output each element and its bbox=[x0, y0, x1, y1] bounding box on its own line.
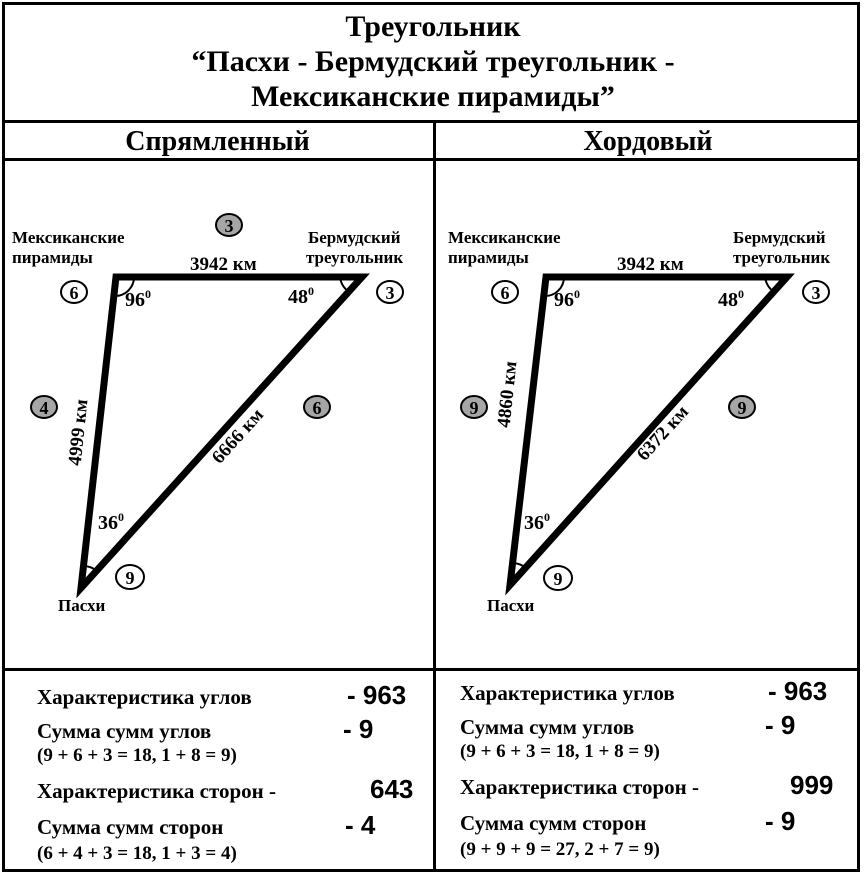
title-line-3: Мексиканские пирамиды” bbox=[251, 80, 615, 113]
label-bermuda-2: треугольник bbox=[306, 248, 404, 267]
svg-text:6: 6 bbox=[500, 283, 510, 303]
badge-bermuda bbox=[803, 281, 829, 303]
angle-mexican-value: 96 bbox=[554, 289, 574, 311]
angle-easter bbox=[98, 510, 124, 534]
svg-text:9: 9 bbox=[553, 569, 563, 589]
degree-mark: 0 bbox=[308, 284, 314, 298]
angle-mexican bbox=[554, 287, 580, 311]
degree-mark: 0 bbox=[544, 510, 550, 524]
side-top: 3942 км bbox=[190, 254, 257, 275]
label-bermuda-2: треугольник bbox=[733, 248, 831, 267]
side-diagonal: 6666 км bbox=[207, 404, 269, 469]
badge-left-side bbox=[31, 396, 57, 418]
angle-bermuda-value: 48 bbox=[288, 286, 308, 308]
column-heading-straightened: Спрямленный bbox=[125, 126, 310, 157]
triangle-outline bbox=[510, 277, 787, 585]
svg-text:3: 3 bbox=[811, 283, 821, 303]
angle-bermuda-value: 48 bbox=[718, 289, 738, 311]
label-bermuda-1: Бермудский bbox=[733, 228, 826, 247]
angles-characteristic-label: Характеристика углов bbox=[460, 681, 675, 705]
side-left: 4860 км bbox=[493, 360, 522, 429]
sides-sum-label: Сумма сумм сторон bbox=[37, 815, 224, 839]
label-mexican-1: Мексиканские bbox=[448, 228, 561, 247]
badge-diagonal bbox=[729, 396, 755, 418]
label-bermuda-1: Бермудский bbox=[308, 228, 401, 247]
sides-sum-calc: (6 + 4 + 3 = 18, 1 + 3 = 4) bbox=[37, 843, 237, 864]
angle-easter-value: 36 bbox=[98, 512, 118, 534]
side-top: 3942 км bbox=[617, 254, 684, 275]
angles-sum-value: - 9 bbox=[765, 710, 796, 740]
angles-sum-label: Сумма сумм углов bbox=[460, 715, 635, 739]
badge-left-side bbox=[461, 396, 487, 418]
svg-text:6: 6 bbox=[69, 283, 79, 303]
angles-characteristic-value: - 963 bbox=[347, 680, 407, 710]
svg-text:4: 4 bbox=[39, 398, 49, 418]
sides-sum-label: Сумма сумм сторон bbox=[460, 811, 647, 835]
sides-characteristic-label: Характеристика сторон - bbox=[37, 779, 277, 803]
svg-text:9: 9 bbox=[737, 398, 747, 418]
side-left: 4999 км bbox=[64, 398, 93, 467]
sides-sum-value: - 4 bbox=[345, 810, 376, 840]
label-easter: Пасхи bbox=[58, 596, 106, 615]
angles-characteristic-label: Характеристика углов bbox=[37, 685, 252, 709]
badge-bermuda bbox=[377, 281, 403, 303]
svg-text:9: 9 bbox=[469, 398, 479, 418]
badge-mexican bbox=[61, 281, 87, 303]
angle-easter-value: 36 bbox=[524, 512, 544, 534]
sides-characteristic-value: 999 bbox=[790, 770, 834, 800]
badge-easter bbox=[116, 565, 144, 589]
title-line-2: “Пасхи - Бермудский треугольник - bbox=[191, 45, 675, 78]
side-diagonal: 6372 км bbox=[632, 401, 694, 466]
degree-mark: 0 bbox=[145, 287, 151, 301]
svg-text:6: 6 bbox=[312, 398, 322, 418]
badge-diagonal bbox=[304, 396, 330, 418]
triangle-straightened bbox=[12, 214, 403, 615]
column-heading-chord: Хордовый bbox=[583, 126, 713, 157]
degree-mark: 0 bbox=[574, 287, 580, 301]
angle-bermuda bbox=[718, 287, 744, 311]
angles-sum-calc: (9 + 6 + 3 = 18, 1 + 8 = 9) bbox=[37, 745, 237, 766]
angle-bermuda bbox=[288, 284, 314, 308]
badge-easter bbox=[544, 566, 572, 590]
svg-text:3: 3 bbox=[224, 216, 234, 236]
triangle-chord bbox=[448, 228, 830, 615]
badge-top bbox=[216, 214, 242, 236]
title-line-1: Треугольник bbox=[345, 10, 521, 43]
angle-mexican bbox=[125, 287, 151, 311]
label-mexican-2: пирамиды bbox=[12, 248, 93, 267]
angle-mexican-value: 96 bbox=[125, 289, 145, 311]
label-mexican-1: Мексиканские bbox=[12, 228, 125, 247]
angles-sum-calc: (9 + 6 + 3 = 18, 1 + 8 = 9) bbox=[460, 741, 660, 762]
sides-sum-value: - 9 bbox=[765, 806, 796, 836]
label-mexican-2: пирамиды bbox=[448, 248, 529, 267]
degree-mark: 0 bbox=[738, 287, 744, 301]
sides-characteristic-label: Характеристика сторон - bbox=[460, 775, 700, 799]
sides-characteristic-value: 643 bbox=[370, 774, 414, 804]
label-easter: Пасхи bbox=[487, 596, 535, 615]
angles-sum-label: Сумма сумм углов bbox=[37, 719, 212, 743]
angles-characteristic-value: - 963 bbox=[768, 676, 828, 706]
triangle-outline bbox=[81, 277, 362, 588]
degree-mark: 0 bbox=[118, 510, 124, 524]
svg-text:9: 9 bbox=[125, 568, 135, 588]
badge-mexican bbox=[492, 281, 518, 303]
angle-easter bbox=[524, 510, 550, 534]
angles-sum-value: - 9 bbox=[343, 714, 374, 744]
svg-text:3: 3 bbox=[385, 283, 395, 303]
sides-sum-calc: (9 + 9 + 9 = 27, 2 + 7 = 9) bbox=[460, 839, 660, 860]
